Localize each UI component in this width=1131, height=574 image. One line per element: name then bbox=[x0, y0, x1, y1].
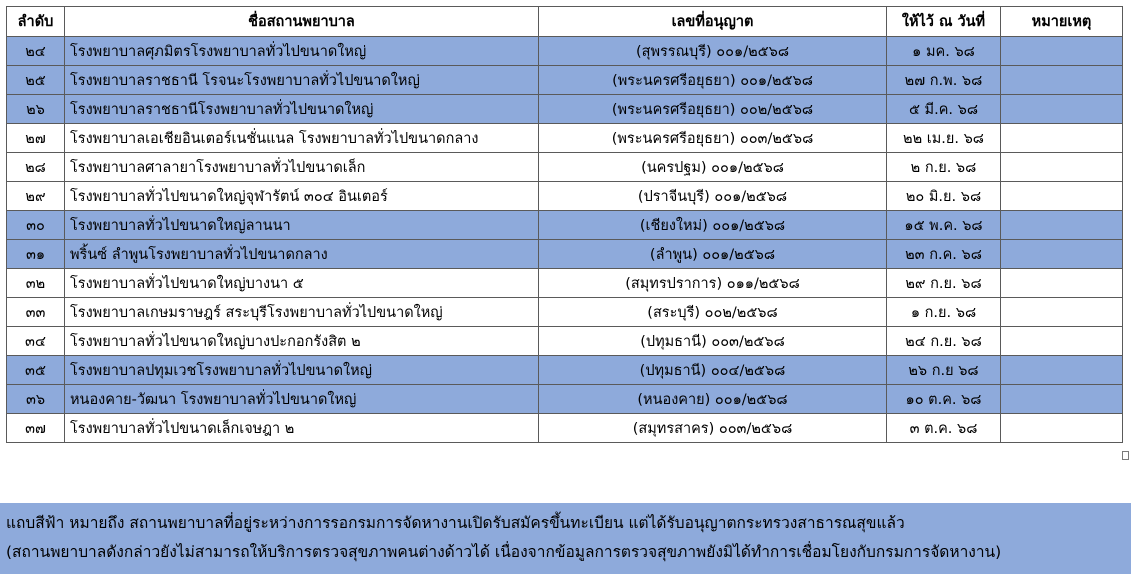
cell-license[interactable]: (พระนครศรีอยุธยา) ๐๐๓/๒๕๖๘ bbox=[539, 124, 887, 153]
cell-num[interactable]: ๓๖ bbox=[7, 385, 65, 414]
cell-date[interactable]: ๑ มค. ๖๘ bbox=[887, 37, 1001, 66]
cell-date[interactable]: ๒๙ ก.ย. ๖๘ bbox=[887, 269, 1001, 298]
cell-license[interactable]: (หนองคาย) ๐๐๑/๒๕๖๘ bbox=[539, 385, 887, 414]
table-row bbox=[7, 356, 1123, 385]
table-body bbox=[7, 37, 1123, 443]
legend-note-line-2: (สถานพยาบาลดังกล่าวยังไม่สามารถให้บริการตรวจสุขภาพคนต่างด้าวได้ เนื่องจากข้อมูลการตรวจสุขภาพยังมิได้ทำการเชื่อมโยงกับกรมการจัดหางาน) bbox=[6, 543, 1002, 561]
cell-num[interactable]: ๓๗ bbox=[7, 414, 65, 443]
cell-license[interactable]: (พระนครศรีอยุธยา) ๐๐๑/๒๕๖๘ bbox=[539, 66, 887, 95]
cell-num[interactable]: ๒๕ bbox=[7, 66, 65, 95]
cell-license[interactable]: (นครปฐม) ๐๐๑/๒๕๖๘ bbox=[539, 153, 887, 182]
table-row bbox=[7, 327, 1123, 356]
header-license[interactable]: เลขที่อนุญาต bbox=[539, 7, 887, 37]
cell-name[interactable]: โรงพยาบาลทั่วไปขนาดใหญ่ลานนา bbox=[65, 211, 539, 240]
table-row bbox=[7, 385, 1123, 414]
cell-remark[interactable] bbox=[1001, 95, 1123, 124]
cell-num[interactable]: ๓๕ bbox=[7, 356, 65, 385]
cell-name[interactable]: พริ้นซ์ ลำพูนโรงพยาบาลทั่วไปขนาดกลาง bbox=[65, 240, 539, 269]
cell-num[interactable]: ๓๔ bbox=[7, 327, 65, 356]
table-row bbox=[7, 182, 1123, 211]
cell-remark[interactable] bbox=[1001, 327, 1123, 356]
legend-note-line-1: แถบสีฟ้า หมายถึง สถานพยาบาลที่อยู่ระหว่างการรอกรมการจัดหางานเปิดรับสมัครขึ้นทะเบียน แต่ได้รับอนุญาตกระทรวงสาธารณสุขแล้ว bbox=[6, 514, 905, 532]
table-row bbox=[7, 240, 1123, 269]
cell-num[interactable]: ๓๓ bbox=[7, 298, 65, 327]
table-row bbox=[7, 414, 1123, 443]
cell-num[interactable]: ๒๘ bbox=[7, 153, 65, 182]
cell-num[interactable]: ๓๒ bbox=[7, 269, 65, 298]
cell-date[interactable]: ๕ มี.ค. ๖๘ bbox=[887, 95, 1001, 124]
cell-num[interactable]: ๒๗ bbox=[7, 124, 65, 153]
cell-remark[interactable] bbox=[1001, 298, 1123, 327]
cell-name[interactable]: โรงพยาบาลศุภมิตรโรงพยาบาลทั่วไปขนาดใหญ่ bbox=[65, 37, 539, 66]
cell-license[interactable]: (ปทุมธานี) ๐๐๔/๒๕๖๘ bbox=[539, 356, 887, 385]
cell-date[interactable]: ๑๕ พ.ค. ๖๘ bbox=[887, 211, 1001, 240]
cell-remark[interactable] bbox=[1001, 356, 1123, 385]
cell-remark[interactable] bbox=[1001, 124, 1123, 153]
cell-date[interactable]: ๓ ต.ค. ๖๘ bbox=[887, 414, 1001, 443]
cell-remark[interactable] bbox=[1001, 211, 1123, 240]
table-row bbox=[7, 124, 1123, 153]
cell-remark[interactable] bbox=[1001, 182, 1123, 211]
header-num[interactable]: ลำดับ bbox=[7, 7, 65, 37]
cell-name[interactable]: โรงพยาบาลราชธานี โรจนะโรงพยาบาลทั่วไปขนาดใหญ่ bbox=[65, 66, 539, 95]
cell-name[interactable]: โรงพยาบาลทั่วไปขนาดใหญ่บางปะกอกรังสิต ๒ bbox=[65, 327, 539, 356]
cell-license[interactable]: (สมุทรปราการ) ๐๑๑/๒๕๖๘ bbox=[539, 269, 887, 298]
cell-license[interactable]: (เชียงใหม่) ๐๐๑/๒๕๖๘ bbox=[539, 211, 887, 240]
cell-license[interactable]: (ปราจีนบุรี) ๐๐๑/๒๕๖๘ bbox=[539, 182, 887, 211]
cell-name[interactable]: โรงพยาบาลเกษมราษฎร์ สระบุรีโรงพยาบาลทั่วไปขนาดใหญ่ bbox=[65, 298, 539, 327]
cell-num[interactable]: ๓๑ bbox=[7, 240, 65, 269]
cell-license[interactable]: (พระนครศรีอยุธยา) ๐๐๒/๒๕๖๘ bbox=[539, 95, 887, 124]
cell-num[interactable]: ๓๐ bbox=[7, 211, 65, 240]
cell-num[interactable]: ๒๖ bbox=[7, 95, 65, 124]
table-row bbox=[7, 211, 1123, 240]
header-date[interactable]: ให้ไว้ ณ วันที่ bbox=[887, 7, 1001, 37]
cell-date[interactable]: ๑๐ ต.ค. ๖๘ bbox=[887, 385, 1001, 414]
table-row bbox=[7, 153, 1123, 182]
cell-license[interactable]: (สระบุรี) ๐๐๒/๒๕๖๘ bbox=[539, 298, 887, 327]
cell-remark[interactable] bbox=[1001, 66, 1123, 95]
cell-license[interactable]: (สมุทรสาคร) ๐๐๓/๒๕๖๘ bbox=[539, 414, 887, 443]
table-row bbox=[7, 66, 1123, 95]
cell-license[interactable]: (สุพรรณบุรี) ๐๐๑/๒๕๖๘ bbox=[539, 37, 887, 66]
cell-name[interactable]: โรงพยาบาลราชธานีโรงพยาบาลทั่วไปขนาดใหญ่ bbox=[65, 95, 539, 124]
cell-name[interactable]: โรงพยาบาลเอเชียอินเตอร์เนชั่นแนล โรงพยาบาลทั่วไปขนาดกลาง bbox=[65, 124, 539, 153]
table-row bbox=[7, 269, 1123, 298]
cell-remark[interactable] bbox=[1001, 414, 1123, 443]
cell-num[interactable]: ๒๙ bbox=[7, 182, 65, 211]
cell-remark[interactable] bbox=[1001, 240, 1123, 269]
cell-date[interactable]: ๒๗ ก.พ. ๖๘ bbox=[887, 66, 1001, 95]
resize-handle[interactable] bbox=[1122, 451, 1129, 460]
cell-date[interactable]: ๑ ก.ย. ๖๘ bbox=[887, 298, 1001, 327]
legend-note bbox=[0, 503, 1131, 574]
cell-date[interactable]: ๒๐ มิ.ย. ๖๘ bbox=[887, 182, 1001, 211]
header-name[interactable]: ชื่อสถานพยาบาล bbox=[65, 7, 539, 37]
cell-remark[interactable] bbox=[1001, 37, 1123, 66]
cell-date[interactable]: ๒๔ ก.ย. ๖๘ bbox=[887, 327, 1001, 356]
cell-date[interactable]: ๒๓ ก.ค. ๖๘ bbox=[887, 240, 1001, 269]
cell-name[interactable]: โรงพยาบาลศาลายาโรงพยาบาลทั่วไปขนาดเล็ก bbox=[65, 153, 539, 182]
cell-name[interactable]: หนองคาย-วัฒนา โรงพยาบาลทั่วไปขนาดใหญ่ bbox=[65, 385, 539, 414]
table-row bbox=[7, 298, 1123, 327]
cell-name[interactable]: โรงพยาบาลทั่วไปขนาดใหญ่จุฬารัตน์ ๓๐๔ อินเตอร์ bbox=[65, 182, 539, 211]
cell-date[interactable]: ๒ ก.ย. ๖๘ bbox=[887, 153, 1001, 182]
cell-license[interactable]: (ปทุมธานี) ๐๐๓/๒๕๖๘ bbox=[539, 327, 887, 356]
cell-date[interactable]: ๒๖ ก.ย ๖๘ bbox=[887, 356, 1001, 385]
cell-remark[interactable] bbox=[1001, 385, 1123, 414]
cell-num[interactable]: ๒๔ bbox=[7, 37, 65, 66]
table-row bbox=[7, 37, 1123, 66]
hospital-license-table bbox=[6, 6, 1123, 443]
cell-remark[interactable] bbox=[1001, 269, 1123, 298]
cell-name[interactable]: โรงพยาบาลทั่วไปขนาดใหญ่บางนา ๕ bbox=[65, 269, 539, 298]
cell-remark[interactable] bbox=[1001, 153, 1123, 182]
table-header-row bbox=[7, 7, 1123, 37]
cell-license[interactable]: (ลำพูน) ๐๐๑/๒๕๖๘ bbox=[539, 240, 887, 269]
header-remark[interactable]: หมายเหตุ bbox=[1001, 7, 1123, 37]
cell-name[interactable]: โรงพยาบาลทั่วไปขนาดเล็กเจษฎา ๒ bbox=[65, 414, 539, 443]
cell-date[interactable]: ๒๒ เม.ย. ๖๘ bbox=[887, 124, 1001, 153]
cell-name[interactable]: โรงพยาบาลปทุมเวชโรงพยาบาลทั่วไปขนาดใหญ่ bbox=[65, 356, 539, 385]
table-row bbox=[7, 95, 1123, 124]
